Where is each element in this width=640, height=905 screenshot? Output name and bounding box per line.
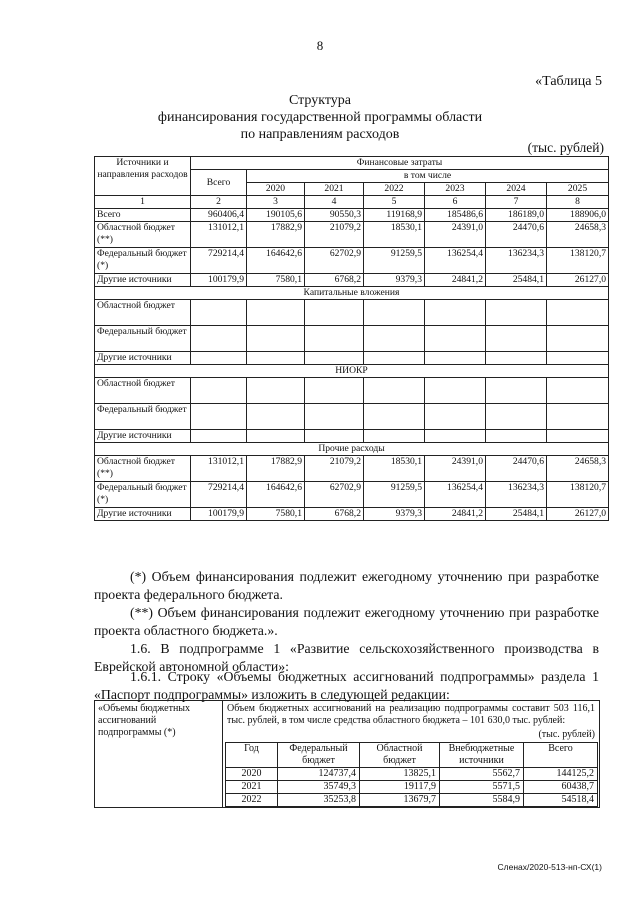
cell-value: 5584,9: [440, 794, 524, 807]
column-number: 1: [95, 196, 191, 209]
row-label: Всего: [95, 209, 191, 222]
row-label: Областной бюджет (**): [95, 456, 191, 482]
title-line-2: финансирования государственной программы области: [157, 110, 483, 125]
header-regional: Областной бюджет: [360, 743, 440, 768]
column-number: 2: [191, 196, 247, 209]
cell-value: 138120,7: [547, 248, 609, 274]
cell-value: 119168,9: [364, 209, 425, 222]
table-row: [95, 274, 609, 287]
cell-value: 13825,1: [360, 768, 440, 781]
row-label: Другие источники: [95, 430, 191, 443]
header-year: 2022: [364, 183, 425, 196]
cell-value: 19117,9: [360, 781, 440, 794]
column-number: 8: [547, 196, 609, 209]
cell-value: 35749,3: [278, 781, 360, 794]
cell-value: 6768,2: [305, 274, 364, 287]
cell-value: 960406,4: [191, 209, 247, 222]
cell-value: 62702,9: [305, 248, 364, 274]
cell-year: 2021: [226, 781, 278, 794]
cell-value: 5562,7: [440, 768, 524, 781]
cell-value: 26127,0: [547, 274, 609, 287]
title-line-1: Структура: [288, 93, 352, 108]
cell-value: 24470,6: [486, 456, 547, 482]
passport-table: [94, 700, 600, 808]
header-year: 2025: [547, 183, 609, 196]
header-extrabudgetary: Внебюджетные источники: [440, 743, 524, 768]
cell-value: 60438,7: [524, 781, 598, 794]
cell-value: 9379,3: [364, 508, 425, 521]
row-label: Федеральный бюджет (*): [95, 248, 191, 274]
cell-value: 131012,1: [191, 456, 247, 482]
row-label: Федеральный бюджет (*): [95, 482, 191, 508]
cell-value: 7580,1: [247, 508, 305, 521]
cell-value: 190105,6: [247, 209, 305, 222]
row-label: Областной бюджет: [95, 300, 191, 326]
cell-value: 131012,1: [191, 222, 247, 248]
header-source: Источники и направления расходов: [95, 157, 191, 196]
cell-value: 24658,3: [547, 456, 609, 482]
row-label: Другие источники: [95, 274, 191, 287]
header-including: в том числе: [247, 170, 609, 183]
table-row: [226, 781, 598, 794]
column-number: 7: [486, 196, 547, 209]
cell-value: 24658,3: [547, 222, 609, 248]
cell-value: 91259,5: [364, 482, 425, 508]
note-regional: (**) Объем финансирования подлежит ежегодному уточнению при разработке проекта областного бюджета.».: [94, 605, 599, 638]
table-row: [95, 378, 609, 404]
cell-value: 24391,0: [425, 456, 486, 482]
cell-value: 24391,0: [425, 222, 486, 248]
item-1-6: 1.6. В подпрограмме 1 «Развитие сельскохозяйственного производства в Еврейской автономной области»:: [94, 641, 599, 674]
cell-value: 26127,0: [547, 508, 609, 521]
column-number: 6: [425, 196, 486, 209]
header-year: 2021: [305, 183, 364, 196]
cell-value: 136254,4: [425, 248, 486, 274]
table-row: [95, 300, 609, 326]
cell-value: 124737,4: [278, 768, 360, 781]
cell-value: 18530,1: [364, 222, 425, 248]
cell-value: 136234,3: [486, 482, 547, 508]
header-year: 2024: [486, 183, 547, 196]
header-year: 2023: [425, 183, 486, 196]
header-federal: Федеральный бюджет: [278, 743, 360, 768]
cell-value: 25484,1: [486, 508, 547, 521]
cell-value: 18530,1: [364, 456, 425, 482]
table-row: [95, 456, 609, 482]
title-line-3: по направлениям расходов: [240, 127, 400, 142]
table-row: [95, 209, 609, 222]
cell-value: 136254,4: [425, 482, 486, 508]
section-other-expenses: Прочие расходы: [95, 443, 609, 456]
row-label: Федеральный бюджет: [95, 404, 191, 430]
header-total: Всего: [191, 170, 247, 196]
cell-value: 21079,2: [305, 222, 364, 248]
cell-value: 188906,0: [547, 209, 609, 222]
header-year: Год: [226, 743, 278, 768]
cell-value: 185486,6: [425, 209, 486, 222]
column-number: 5: [364, 196, 425, 209]
cell-value: 21079,2: [305, 456, 364, 482]
row-label: Другие источники: [95, 508, 191, 521]
cell-value: 5571,5: [440, 781, 524, 794]
table-row: [95, 430, 609, 443]
cell-value: 62702,9: [305, 482, 364, 508]
passport-text: Объем бюджетных ассигнований на реализацию подпрограммы составит 503 116,1 тыс. рублей, в том числе средства областного бюджета – 101 630,0 тыс. рублей:: [227, 703, 595, 726]
cell-value: 100179,9: [191, 508, 247, 521]
table-row: [95, 326, 609, 352]
section-niokr: НИОКР: [95, 365, 609, 378]
passport-units: (тыс. рублей): [538, 729, 595, 740]
cell-value: 6768,2: [305, 508, 364, 521]
section-capital-investments: Капитальные вложения: [95, 287, 609, 300]
cell-value: 136234,3: [486, 248, 547, 274]
table-row: [95, 482, 609, 508]
cell-value: 54518,4: [524, 794, 598, 807]
cell-value: 164642,6: [247, 482, 305, 508]
cell-value: 729214,4: [191, 248, 247, 274]
table-row: [95, 222, 609, 248]
passport-inner-table: [225, 742, 598, 807]
cell-value: 90550,3: [305, 209, 364, 222]
financing-table: [94, 156, 609, 521]
note-federal: (*) Объем финансирования подлежит ежегодному уточнению при разработке проекта федерального бюджета.: [94, 569, 599, 602]
passport-label: «Объемы бюджетных ассигнований подпрограммы (*): [95, 701, 223, 808]
cell-value: 13679,7: [360, 794, 440, 807]
cell-value: 24841,2: [425, 274, 486, 287]
cell-value: 144125,2: [524, 768, 598, 781]
item-1-6-1: 1.6.1. Строку «Объемы бюджетных ассигнований подпрограммы» раздела 1 «Паспорт подпрограммы» изложить в следующей редакции:: [94, 669, 599, 702]
header-costs: Финансовые затраты: [191, 157, 609, 170]
table-row: [95, 352, 609, 365]
cell-year: 2022: [226, 794, 278, 807]
units-label: (тыс. рублей): [527, 140, 604, 155]
cell-value: 17882,9: [247, 456, 305, 482]
row-label: Областной бюджет (**): [95, 222, 191, 248]
cell-value: 24470,6: [486, 222, 547, 248]
row-label: Другие источники: [95, 352, 191, 365]
table-row: [226, 768, 598, 781]
cell-value: 17882,9: [247, 222, 305, 248]
cell-year: 2020: [226, 768, 278, 781]
cell-value: 100179,9: [191, 274, 247, 287]
table-row: [95, 248, 609, 274]
table-label: «Таблица 5: [535, 74, 602, 89]
row-label: Федеральный бюджет: [95, 326, 191, 352]
header-year: 2020: [247, 183, 305, 196]
footer-code: Сленах/2020-513-нп-СХ(1): [497, 862, 602, 872]
page-number: 8: [316, 38, 324, 53]
cell-value: 164642,6: [247, 248, 305, 274]
column-number: 3: [247, 196, 305, 209]
cell-value: 91259,5: [364, 248, 425, 274]
table-row: [95, 508, 609, 521]
table-row: [95, 404, 609, 430]
cell-value: 9379,3: [364, 274, 425, 287]
cell-value: 186189,0: [486, 209, 547, 222]
cell-value: 35253,8: [278, 794, 360, 807]
cell-value: 138120,7: [547, 482, 609, 508]
column-number: 4: [305, 196, 364, 209]
cell-value: 24841,2: [425, 508, 486, 521]
cell-value: 7580,1: [247, 274, 305, 287]
table-row: [226, 794, 598, 807]
row-label: Областной бюджет: [95, 378, 191, 404]
cell-value: 25484,1: [486, 274, 547, 287]
cell-value: 729214,4: [191, 482, 247, 508]
header-total: Всего: [524, 743, 598, 768]
